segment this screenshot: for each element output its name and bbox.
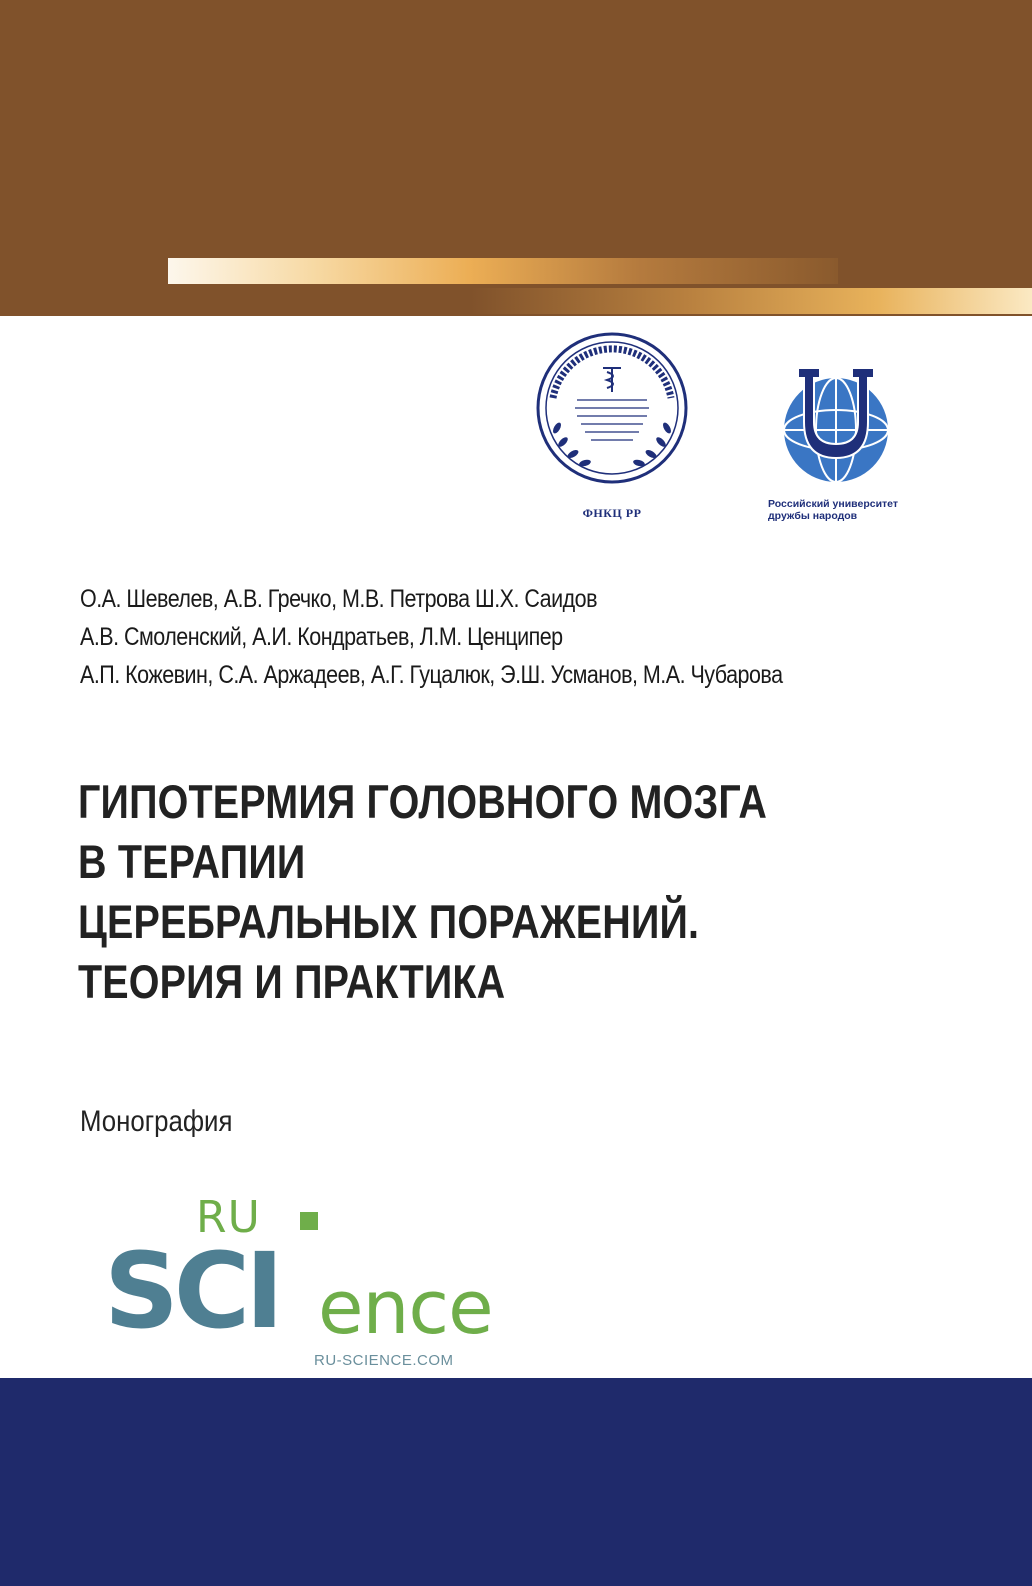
bottom-color-band	[0, 1378, 1032, 1586]
title-line: ЦЕРЕБРАЛЬНЫХ ПОРАЖЕНИЙ.	[78, 895, 700, 948]
left-logo-caption: ФНКЦ РР	[582, 506, 642, 520]
book-title	[78, 772, 817, 1012]
gold-gradient-stripe-upper	[168, 258, 838, 284]
publisher-website: RU-SCIENCE.COM	[314, 1352, 454, 1369]
authors-line: А.П. Кожевин, С.А. Аржадеев, А.Г. Гуцалюк, Э.Ш. Усманов, М.А. Чубарова	[80, 661, 783, 689]
publisher-logo-square	[300, 1212, 318, 1230]
title-line: В ТЕРАПИИ	[78, 835, 306, 888]
asclepius-seal-icon	[527, 328, 697, 520]
publisher-logo-ru: RU	[196, 1192, 261, 1243]
right-logo-caption-line1: Российский университет	[768, 498, 899, 510]
authors-list	[80, 580, 854, 694]
gold-gradient-stripe-lower	[168, 288, 1032, 314]
right-logo-caption	[768, 498, 938, 522]
publisher-logo-sci: SCI	[104, 1230, 279, 1352]
title-line: ТЕОРИЯ И ПРАКТИКА	[78, 955, 506, 1008]
genre-label: Монография	[80, 1105, 233, 1138]
title-line: ГИПОТЕРМИЯ ГОЛОВНОГО МОЗГА	[78, 775, 768, 828]
globe-u-emblem-icon	[768, 356, 904, 492]
authors-line: А.В. Смоленский, А.И. Кондратьев, Л.М. Ценципер	[80, 623, 563, 651]
authors-line: О.А. Шевелев, А.В. Гречко, М.В. Петрова Ш.Х. Саидов	[80, 585, 597, 613]
right-logo-caption-line2: дружбы народов	[768, 510, 858, 522]
publisher-logo-ence: ence	[318, 1265, 493, 1351]
